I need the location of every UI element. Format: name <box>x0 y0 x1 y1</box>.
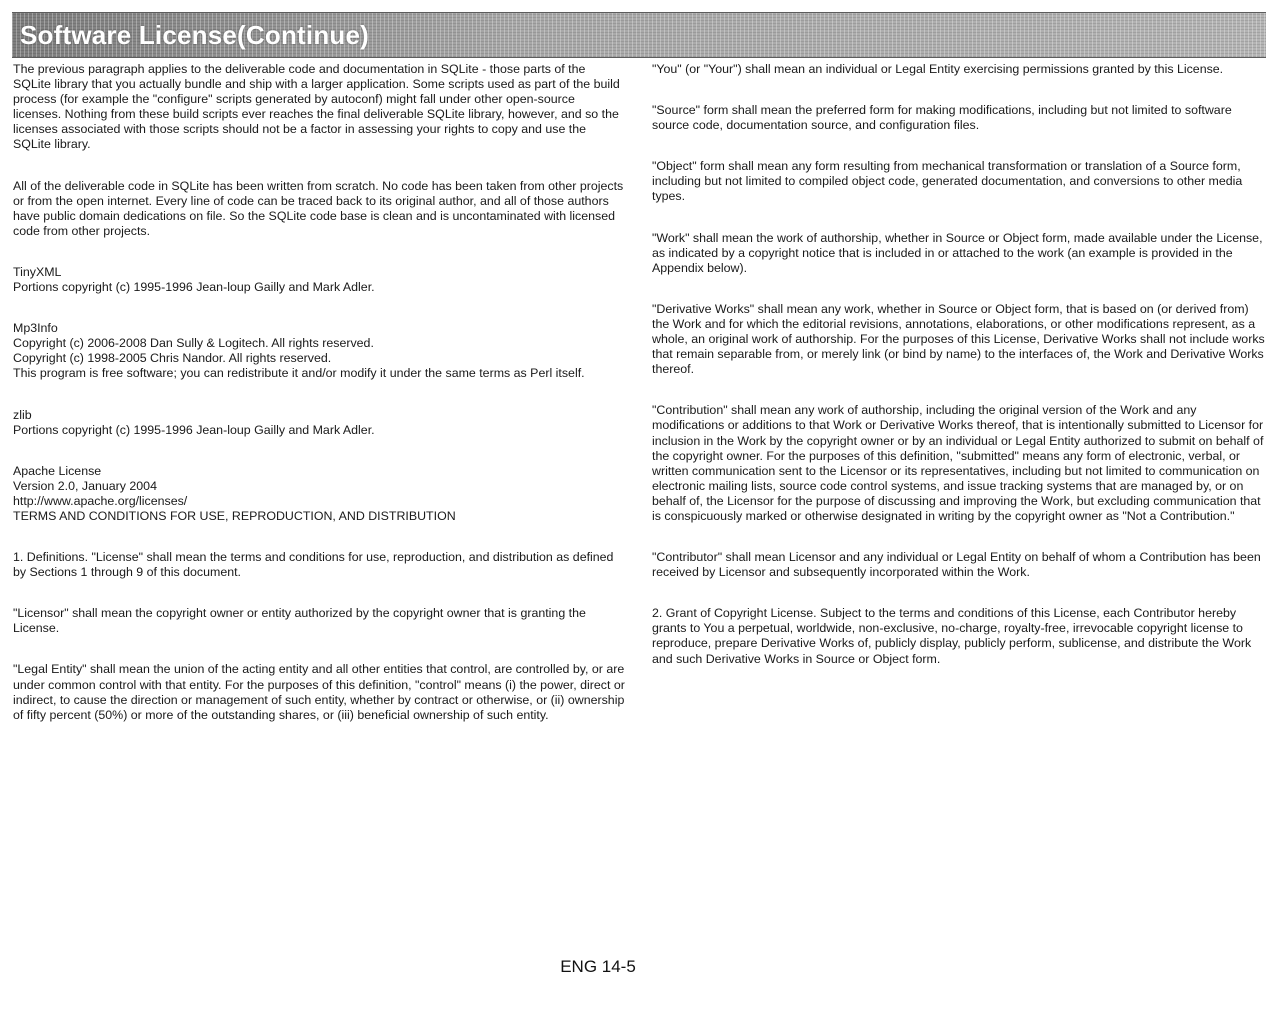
license-paragraph <box>13 464 625 524</box>
paragraph-line: The previous paragraph applies to the deliverable code and documentation in SQLite - those parts of the SQLite library that you actually bundle and ship with a larger application. Some scripts used as part of the build process (for example the "configure" scripts generated by autoconf) might fall under other open-source licenses. Nothing from these build scripts ever reaches the final deliverable SQLite library, however, and so the licenses associated with those scripts should not be a factor in assessing your rights to copy and use the SQLite library. <box>13 62 620 152</box>
paragraph-line: Portions copyright (c) 1995-1996 Jean-loup Gailly and Mark Adler. <box>13 422 375 437</box>
paragraph-line: "Legal Entity" shall mean the union of the acting entity and all other entities that control, are controlled by, or are under common control with that entity. For the purposes of this definition, "control" means (i) the power, direct or indirect, to cause the direction or management of such entity, whether by contract or otherwise, or (ii) ownership of fifty percent (50%) or more of the outstanding shares, or (iii) beneficial ownership of such entity. <box>13 662 625 722</box>
paragraph-line: 2. Grant of Copyright License. Subject to the terms and conditions of this License, each Contributor hereby grants to You a perpetual, worldwide, non-exclusive, no-charge, royalty-free, irrevocable copyright license to reproduce, prepare Derivative Works of, publicly display, publicly perform, sublicense, and distribute the Work and such Derivative Works in Source or Object form. <box>652 606 1252 666</box>
paragraph-line: TinyXML <box>13 264 62 279</box>
license-paragraph <box>13 662 625 722</box>
paragraph-line: Copyright (c) 2006-2008 Dan Sully & Logitech. All rights reserved. <box>13 336 374 351</box>
paragraph-line: zlib <box>13 407 32 422</box>
page-title: Software License(Continue) <box>20 20 370 50</box>
paragraph-line: Portions copyright (c) 1995-1996 Jean-loup Gailly and Mark Adler. <box>13 280 375 295</box>
paragraph-line: http://www.apache.org/licenses/ <box>13 493 188 508</box>
paragraph-line: "Licensor" shall mean the copyright owner or entity authorized by the copyright owner that is granting the License. <box>13 606 586 636</box>
license-paragraph <box>652 302 1266 377</box>
paragraph-line: Copyright (c) 1998-2005 Chris Nandor. All rights reserved. <box>13 351 332 366</box>
license-paragraph <box>652 103 1266 133</box>
license-paragraph <box>652 403 1266 524</box>
license-paragraph <box>13 408 625 438</box>
right-column <box>652 62 1266 693</box>
title-bar <box>12 12 1266 58</box>
paragraph-line: Mp3Info <box>13 321 58 336</box>
license-paragraph <box>13 606 625 636</box>
license-paragraph <box>13 321 625 381</box>
paragraph-line: Apache License <box>13 463 102 478</box>
license-paragraph <box>652 62 1266 77</box>
paragraph-line: TERMS AND CONDITIONS FOR USE, REPRODUCTION, AND DISTRIBUTION <box>13 508 456 523</box>
paragraph-line: This program is free software; you can redistribute it and/or modify it under the same terms as Perl itself. <box>13 366 585 381</box>
paragraph-line: "Work" shall mean the work of authorship, whether in Source or Object form, made available under the License, as indicated by a copyright notice that is included in or attached to the work (an example is provided in the Appendix below). <box>652 230 1263 275</box>
paragraph-line: "Contribution" shall mean any work of authorship, including the original version of the Work and any modifications or additions to that Work or Derivative Works thereof, that is intentionally submitted to Licensor for inclusion in the Work by the copyright owner or by an individual or Legal Entity authorized to submit on behalf of the copyright owner. For the purposes of this definition, "submitted" means any form of electronic, verbal, or written communication sent to the Licensor or its representatives, including but not limited to communication on electronic mailing lists, source code control systems, and issue tracking systems that are managed by, or on behalf of, the Licensor for the purpose of discussing and improving the Work, but excluding communication that is conspicuously marked or otherwise designated in writing by the copyright owner as "Not a Contribution." <box>652 403 1264 523</box>
paragraph-line: "Source" form shall mean the preferred form for making modifications, including but not limited to software source code, documentation source, and configuration files. <box>652 103 1232 133</box>
license-paragraph <box>13 265 625 295</box>
license-paragraph <box>13 550 625 580</box>
license-paragraph <box>13 179 625 239</box>
license-paragraph <box>652 231 1266 276</box>
paragraph-line: Version 2.0, January 2004 <box>13 478 157 493</box>
paragraph-line: "Contributor" shall mean Licensor and any individual or Legal Entity on behalf of whom a Contribution has been received by Licensor and subsequently incorporated within the Work. <box>652 550 1261 580</box>
paragraph-line: 1. Definitions. "License" shall mean the terms and conditions for use, reproduction, and distribution as defined by Sections 1 through 9 of this document. <box>13 550 614 580</box>
left-column <box>13 62 625 749</box>
license-paragraph <box>652 606 1266 666</box>
license-paragraph <box>13 62 625 153</box>
license-paragraph <box>652 550 1266 580</box>
paragraph-line: All of the deliverable code in SQLite has been written from scratch. No code has been taken from other projects or from the open internet. Every line of code can be traced back to its original author, and all of those authors have public domain dedications on file. So the SQLite code base is clean and is uncontaminated with licensed code from other projects. <box>13 178 624 238</box>
paragraph-line: "You" (or "Your") shall mean an individual or Legal Entity exercising permissions granted by this License. <box>652 62 1224 76</box>
paragraph-line: "Object" form shall mean any form resulting from mechanical transformation or translation of a Source form, including but not limited to compiled object code, generated documentation, and conversions to other media types. <box>652 159 1243 204</box>
paragraph-line: "Derivative Works" shall mean any work, whether in Source or Object form, that is based on (or derived from) the Work and for which the editorial revisions, annotations, elaborations, or other modifications represent, as a whole, an original work of authorship. For the purposes of this License, Derivative Works shall not include works that remain separable from, or merely link (or bind by name) to the interfaces of, the Work and Derivative Works thereof. <box>652 301 1265 377</box>
license-paragraph <box>652 159 1266 204</box>
page-number: ENG 14-5 <box>560 957 636 976</box>
